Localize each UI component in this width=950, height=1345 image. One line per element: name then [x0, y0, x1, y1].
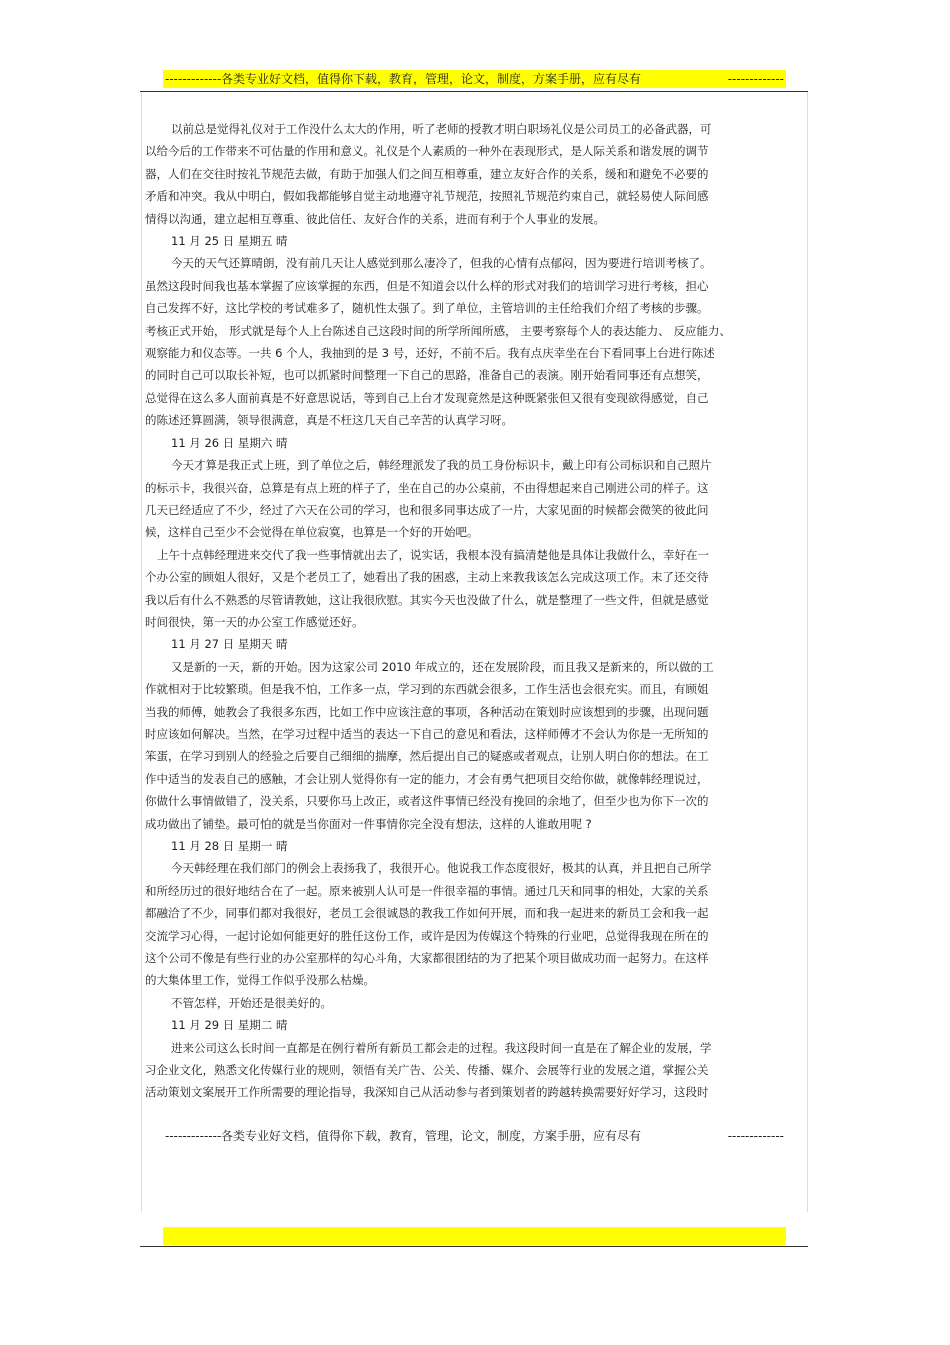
paragraph-line: 器，人们在交往时按礼节规范去做，有助于加强人们之间互相尊重，建立友好合作的关系，缓和和避免不必要的 [145, 166, 709, 181]
paragraph-line: 以给今后的工作带来不可估量的作用和意义。礼仪是个人素质的一种外在表现形式，是人际关系和谐发展的调节 [145, 144, 709, 159]
banner-dashes-left: ------------- [165, 72, 222, 86]
footer-dashes-right: ------------- [727, 1129, 784, 1143]
footer-rule [140, 1246, 808, 1247]
header-banner [163, 70, 786, 88]
paragraph-line: 考核正式开始， 形式就是每个人上台陈述自己这段时间的所学所闻所感， 主要考察每个人的表达能力、 反应能力、 [145, 323, 731, 338]
paragraph-line: 的大集体里工作，觉得工作似乎没那么枯燥。 [145, 973, 375, 988]
document-body [145, 118, 795, 1104]
paragraph-line: 候，这样自己至少不会觉得在单位寂寞，也算是一个好的开始吧。 [145, 525, 479, 540]
diary-date-line: 11 月 27 日 星期天 晴 [171, 637, 288, 652]
footer-text: 各类专业好文档，值得你下载，教育，管理，论文，制度，方案手册，应有尽有 [221, 1129, 642, 1143]
paragraph-line: 以前总是觉得礼仪对于工作没什么太大的作用，听了老师的授教才明白职场礼仪是公司员工的必备武器，可 [171, 122, 712, 136]
footer-highlight-bar [163, 1227, 786, 1245]
diary-date-line: 11 月 28 日 星期一 晴 [171, 839, 288, 853]
paragraph-line: 交流学习心得，一起讨论如何能更好的胜任这份工作，或许是因为传媒这个特殊的行业吧，总觉得我现在所在的 [145, 928, 709, 943]
paragraph-line: 的同时自己可以取长补短，也可以抓紧时间整理一下自己的思路，准备自己的表演。刚开始看同事还有点想笑， [145, 368, 709, 383]
left-margin-line [141, 92, 142, 1212]
footer-banner [163, 1127, 786, 1145]
paragraph-line: 笨蛋，在学习到别人的经验之后要自己细细的揣摩，然后提出自己的疑惑或者观点，让别人明白你的想法。在工 [145, 749, 709, 764]
diary-date-line: 11 月 25 日 星期五 晴 [171, 234, 288, 249]
diary-date-line: 11 月 29 日 星期二 晴 [171, 1018, 288, 1033]
paragraph-line: 都融洽了不少，同事们都对我很好，老员工会很诚恳的教我工作如何开展，而和我一起进来的新员工会和我一起 [145, 906, 709, 921]
paragraph-line: 不管怎样，开始还是很美好的。 [171, 995, 332, 1010]
paragraph-line: 矛盾和冲突。我从中明白，假如我都能够自觉主动地遵守礼节规范，按照礼节规范约束自己，就轻易使人际间感 [145, 189, 709, 204]
diary-date-line: 11 月 26 日 星期六 晴 [171, 435, 288, 450]
paragraph-line: 时间很快，第一天的办公室工作感觉还好。 [145, 614, 364, 629]
banner-text: 各类专业好文档，值得你下载，教育，管理，论文，制度，方案手册，应有尽有 [221, 72, 642, 86]
paragraph-line: 的标示卡，我很兴奋，总算是有点上班的样子了，坐在自己的办公桌前，不由得想起来自己刚进公司的样子。这 [145, 480, 709, 495]
banner-dashes-right: ------------- [727, 72, 784, 86]
paragraph-line: 和所经历过的很好地结合在了一起。原来被别人认可是一件很幸福的事情。通过几天和同事的相处，大家的关系 [145, 883, 709, 898]
paragraph-line: 作就相对于比较繁琐。但是我不怕，工作多一点，学习到的东西就会很多，工作生活也会很充实。而且，有顾姐 [145, 682, 709, 697]
paragraph-line: 自己发挥不好，这比学校的考试难多了，随机性太强了。到了单位，主管培训的主任给我们介绍了考核的步骤。 [145, 301, 709, 316]
paragraph-line: 活动策划文案展开工作所需要的理论指导，我深知自己从活动参与者到策划者的跨越转换需要好好学习，这段时 [145, 1085, 709, 1100]
paragraph-line: 时应该如何解决。当然，在学习过程中适当的表达一下自己的意见和看法，这样师傅才不会认为你是一无所知的 [145, 726, 709, 741]
paragraph-line: 进来公司这么长时间一直都是在例行着所有新员工都会走的过程。我这段时间一直是在了解企业的发展，学 [171, 1040, 712, 1055]
paragraph-line: 当我的师傅，她教会了我很多东西，比如工作中应该注意的事项，各种活动在策划时应该想到的步骤，出现问题 [145, 704, 709, 719]
paragraph-line: 总觉得在这么多人面前真是不好意思说话，等到自己上台才发现竟然是这种既紧张但又很有变现欲得感觉，自己 [145, 390, 709, 405]
header-rule [140, 91, 808, 92]
footer-dashes-left: ------------- [165, 1129, 222, 1143]
paragraph-line: 的陈述还算圆满，领导很满意，真是不枉这几天自己辛苦的认真学习呀。 [145, 413, 513, 428]
paragraph-line: 成功做出了铺垫。最可怕的就是当你面对一件事情你完全没有想法，这样的人谁敢用呢 ? [145, 816, 592, 831]
paragraph-line: 作中适当的发表自己的感触，才会让别人觉得你有一定的能力，才会有勇气把项目交给你做，就像韩经理说过， [145, 771, 709, 786]
paragraph-line: 这个公司不像是有些行业的办公室那样的勾心斗角，大家都很团结的为了把某个项目做成功而一起努力。在这样 [145, 951, 709, 966]
paragraph-line: 个办公室的顾姐人很好，又是个老员工了，她看出了我的困惑，主动上来教我该怎么完成这项工作。末了还交待 [145, 570, 709, 585]
paragraph-line: 今天的天气还算晴朗，没有前几天让人感觉到那么凄冷了，但我的心情有点郁闷，因为要进行培训考核了。 [171, 256, 712, 271]
paragraph-line: 虽然这段时间我也基本掌握了应该掌握的东西，但是不知道会以什么样的形式对我们的培训学习进行考核，担心 [145, 278, 709, 293]
paragraph-line: 今天韩经理在我们部门的例会上表扬我了，我很开心。他说我工作态度很好，极其的认真，并且把自己所学 [171, 861, 712, 876]
paragraph-line: 今天才算是我正式上班，到了单位之后，韩经理派发了我的员工身份标识卡，戴上印有公司标识和自己照片 [171, 458, 712, 473]
paragraph-line: 习企业文化，熟悉文化传媒行业的规则，领悟有关广告、公关、传播、媒介、会展等行业的发展之道，掌握公关 [145, 1063, 709, 1078]
paragraph-line: 情得以沟通，建立起相互尊重、彼此信任、友好合作的关系，进而有利于个人事业的发展。 [145, 211, 605, 226]
paragraph-line: 上午十点韩经理进来交代了我一些事情就出去了，说实话，我根本没有搞清楚他是具体让我做什么，幸好在一 [157, 547, 709, 562]
paragraph-line: 几天已经适应了不少，经过了六天在公司的学习，也和很多同事达成了一片，大家见面的时候都会微笑的彼此问 [145, 502, 709, 517]
right-margin-line [807, 92, 808, 1212]
paragraph-line: 又是新的一天，新的开始。因为这家公司 2010 年成立的，还在发展阶段，而且我又是新来的，所以做的工 [171, 659, 714, 674]
paragraph-line: 我以后有什么不熟悉的尽管请教她，这让我很欣慰。其实今天也没做了什么，就是整理了一些文件，但就是感觉 [145, 592, 709, 607]
paragraph-line: 观察能力和仪态等。一共 6 个人，我抽到的是 3 号，还好，不前不后。我有点庆幸坐在台下看同事上台进行陈述 [145, 346, 715, 361]
paragraph-line: 你做什么事情做错了，没关系，只要你马上改正，或者这件事情已经没有挽回的余地了，但至少也为你下一次的 [145, 794, 709, 809]
